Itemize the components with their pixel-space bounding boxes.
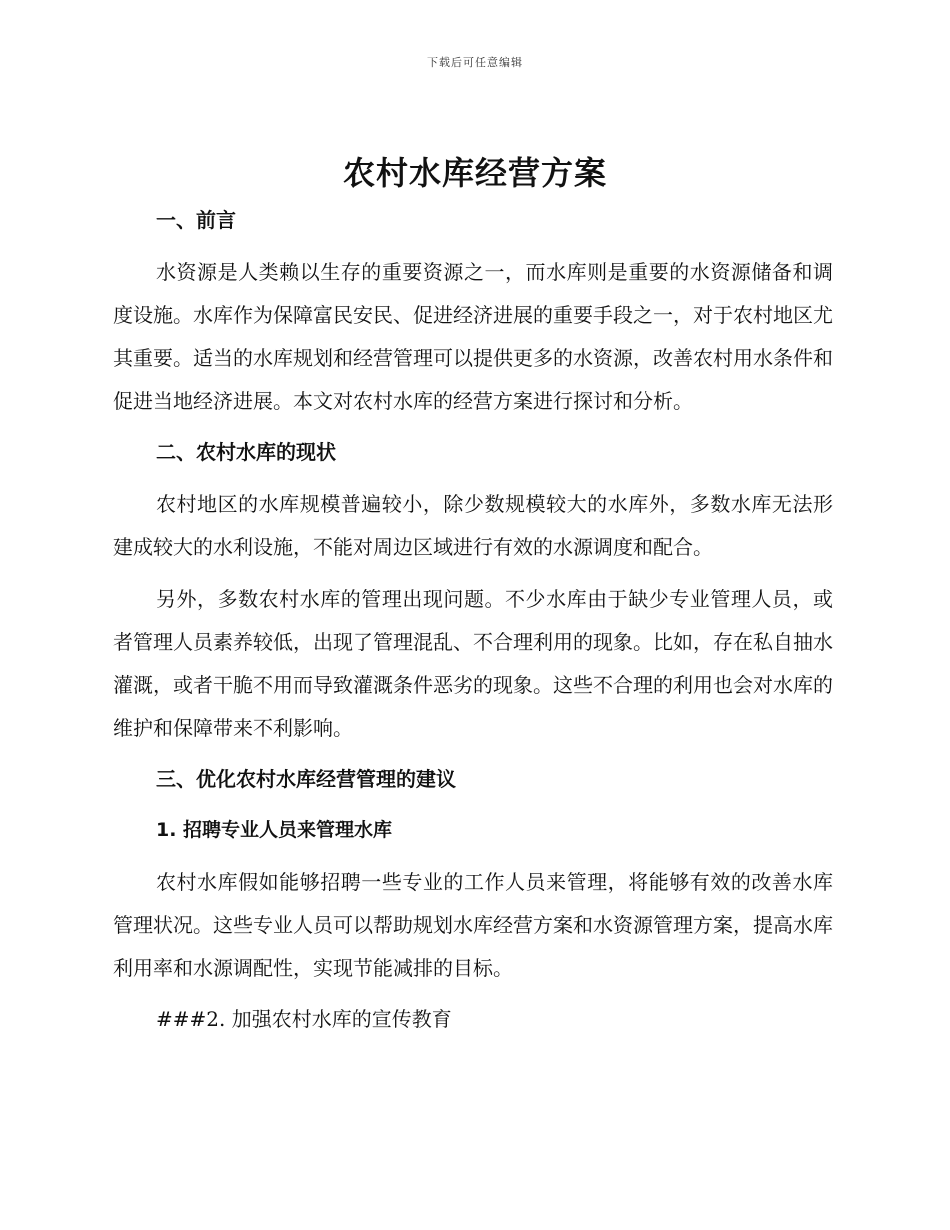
header-note: 下载后可任意编辑 xyxy=(427,56,523,69)
subsection-heading-hire: 1. 招聘专业人员来管理水库 xyxy=(156,819,393,841)
preface-paragraph: 水资源是人类赖以生存的重要资源之一，而水库则是重要的水资源储备和调度设施。水库作为保障富民安民、促进经济进展的重要手段之一，对于农村地区尤其重要。适当的水库规划和经营管理可以提供更多的水资源，改善农村用水条件和促进当地经济进展。本文对农村水库的经营方案进行探讨和分析。 xyxy=(113,260,833,413)
section-heading-status: 二、农村水库的现状 xyxy=(156,440,336,464)
document-title: 农村水库经营方案 xyxy=(342,154,607,192)
section-heading-suggestions: 三、优化农村水库经营管理的建议 xyxy=(156,767,456,791)
status-paragraph-1: 农村地区的水库规模普遍较小，除少数规模较大的水库外，多数水库无法形建成较大的水利设施，不能对周边区域进行有效的水源调度和配合。 xyxy=(113,492,833,559)
status-paragraph-2: 另外，多数农村水库的管理出现问题。不少水库由于缺少专业管理人员，或者管理人员素养较低，出现了管理混乱、不合理利用的现象。比如，存在私自抽水灌溉，或者干脆不用而导致灌溉条件恶劣的现象。这些不合理的利用也会对水库的维护和保障带来不利影响。 xyxy=(113,587,833,740)
trailing-heading: ###2. 加强农村水库的宣传教育 xyxy=(156,1007,452,1031)
section-heading-preface: 一、前言 xyxy=(156,208,236,232)
document-body xyxy=(113,200,833,1039)
hire-paragraph: 农村水库假如能够招聘一些专业的工作人员来管理，将能够有效的改善水库管理状况。这些专业人员可以帮助规划水库经营方案和水资源管理方案，提高水库利用率和水源调配性，实现节能减排的目标。 xyxy=(113,870,833,980)
